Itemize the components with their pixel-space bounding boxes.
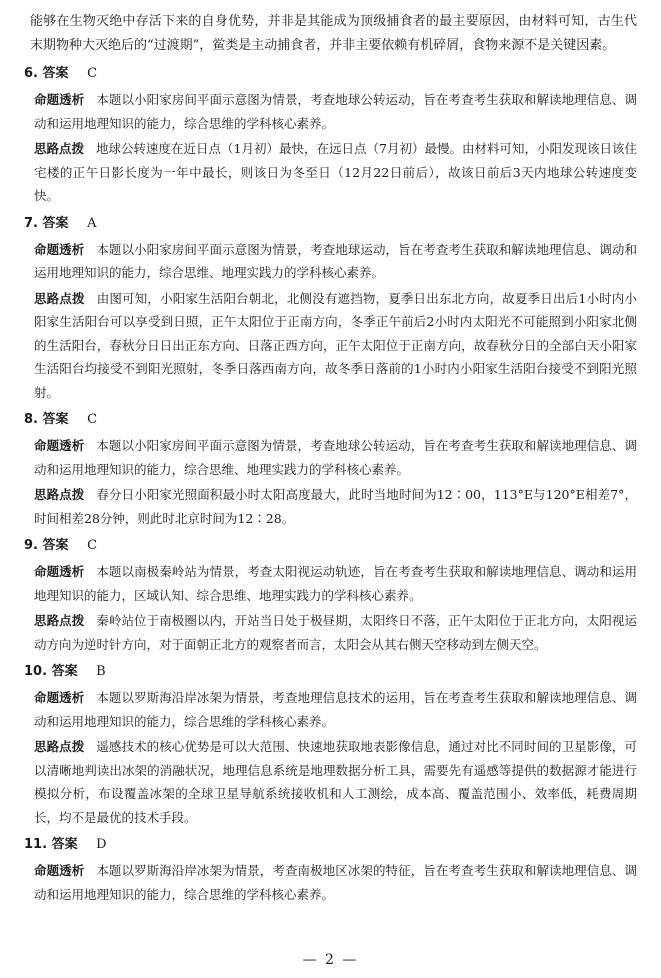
analysis-block <box>24 859 637 906</box>
hint-text: 地球公转速度在近日点（1月初）最快，在远日点（7月初）最慢。由材料可知，小阳发现该日该住宅楼的正午日影长度为一年中最长，则该日为冬至日（12月22日前后），故该日前后3天内地球公转速度变快。 <box>34 141 637 203</box>
answer-value: C <box>87 538 98 553</box>
analysis-text: 本题以小阳家房间平面示意图为情景，考查地球公转运动，旨在考查考生获取和解读地理信息、调动和运用地理知识的能力，综合思维、地理实践力的学科核心素养。 <box>34 438 637 477</box>
analysis-text: 本题以小阳家房间平面示意图为情景，考查地球运动，旨在考查考生获取和解读地理信息、调动和运用地理知识的能力，综合思维、地理实践力的学科核心素养。 <box>34 241 637 280</box>
question-header <box>24 660 637 684</box>
answer-value: A <box>87 215 97 231</box>
hint-block <box>24 483 637 530</box>
question-6 <box>24 62 637 208</box>
hint-block <box>24 287 637 405</box>
question-number: 9. <box>24 538 38 553</box>
question-header <box>24 212 637 236</box>
hint-block <box>24 609 637 656</box>
analysis-label: 命题透析 <box>34 92 85 107</box>
analysis-text: 本题以小阳家房间平面示意图为情景，考查地球公转运动，旨在考查考生获取和解读地理信息、调动和运用地理知识的能力，综合思维的学科核心素养。 <box>34 92 637 131</box>
analysis-block <box>24 560 637 607</box>
analysis-label: 命题透析 <box>34 690 85 705</box>
question-number: 6. <box>24 66 38 81</box>
answer-label: 答案 <box>42 538 69 553</box>
hint-label: 思路点拨 <box>34 739 85 754</box>
answer-value: C <box>87 66 98 81</box>
question-7 <box>24 212 637 405</box>
hint-text: 春分日小阳家光照面积最小时太阳高度最大，此时当地时间为12∶00，113°E与120°E相差7°，时间相差28分钟，则此时北京时间为12∶28。 <box>34 487 637 526</box>
intro-paragraph: 能够在生物灭绝中存活下来的自身优势，并非是其能成为顶级捕食者的最主要原因，由材料可知，古生代末期物种大灭绝后的“过渡期”，鲎类是主动捕食者，并非主要依赖有机碎屑，食物来源不是关键因素。 <box>30 14 637 53</box>
hint-label: 思路点拨 <box>34 141 85 156</box>
question-header <box>24 62 637 86</box>
question-number: 7. <box>24 215 38 231</box>
analysis-block <box>24 686 637 733</box>
hint-label: 思路点拨 <box>34 487 85 502</box>
question-number: 11. <box>24 837 48 852</box>
answer-label: 答案 <box>51 837 78 852</box>
page-number: — 2 — <box>302 952 359 968</box>
answer-label: 答案 <box>51 664 78 679</box>
analysis-block <box>24 88 637 135</box>
analysis-block <box>24 434 637 481</box>
hint-text: 遥感技术的核心优势是可以大范围、快速地获取地表影像信息，通过对比不同时间的卫星影像，可以清晰地判读出冰架的消融状况，地理信息系统是地理数据分析工具，需要先有遥感等提供的数据源才能进行模拟分析，布设覆盖冰架的全球卫星导航系统接收机和人工测绘，成本高、覆盖范围小、效率低，耗费周期长，均不是最优的技术手段。 <box>34 739 637 825</box>
question-header <box>24 833 637 857</box>
analysis-label: 命题透析 <box>34 438 85 453</box>
hint-block <box>24 137 637 208</box>
analysis-label: 命题透析 <box>34 564 85 579</box>
hint-label: 思路点拨 <box>34 613 85 628</box>
hint-text: 由图可知，小阳家生活阳台朝北，北侧没有遮挡物，夏季日出东北方向，故夏季日出后1小时内小阳家生活阳台可以享受到日照，正午太阳位于正南方向，冬季正午前后2小时内太阳光不可能照到小阳家北侧的生活阳台，春秋分日日出正东方向、日落正西方向，正午太阳位于正南方向，故春秋分日的全部白天小阳家生活阳台均接受不到阳光照射，冬季日落西南方向，故冬季日落前的1小时内小阳家生活阳台接受不到阳光照射。 <box>34 290 637 400</box>
analysis-label: 命题透析 <box>34 863 85 878</box>
question-8 <box>24 408 637 530</box>
question-9 <box>24 534 637 656</box>
hint-label: 思路点拨 <box>34 290 85 306</box>
question-11 <box>24 833 637 906</box>
analysis-label: 命题透析 <box>34 241 85 257</box>
answer-label: 答案 <box>42 412 69 427</box>
analysis-text: 本题以罗斯海沿岸冰架为情景，考查南极地区冰架的特征，旨在考查考生获取和解读地理信息、调动和运用地理知识的能力，综合思维的学科核心素养。 <box>34 863 637 902</box>
hint-block <box>24 735 637 829</box>
hint-text: 秦岭站位于南极圈以内，开站当日处于极昼期，太阳终日不落，正午太阳位于正北方向，太阳视运动方向为逆时针方向，对于面朝正北方的观察者而言，太阳会从其右侧天空移动到左侧天空。 <box>34 613 637 652</box>
analysis-text: 本题以罗斯海沿岸冰架为情景，考查地理信息技术的运用，旨在考查考生获取和解读地理信息、调动和运用地理知识的能力，综合思维的学科核心素养。 <box>34 690 637 729</box>
analysis-block <box>24 238 637 285</box>
question-header <box>24 534 637 558</box>
question-number: 10. <box>24 664 48 679</box>
analysis-text: 本题以南极秦岭站为情景，考查太阳视运动轨迹，旨在考查考生获取和解读地理信息、调动和运用地理知识的能力，区域认知、综合思维、地理实践力的学科核心素养。 <box>34 564 637 603</box>
question-number: 8. <box>24 412 38 427</box>
answer-value: D <box>96 837 107 852</box>
answer-value: B <box>96 664 106 679</box>
answer-value: C <box>87 412 98 427</box>
answer-label: 答案 <box>42 215 69 231</box>
question-10 <box>24 660 637 829</box>
question-header <box>24 408 637 432</box>
answer-label: 答案 <box>42 66 69 81</box>
